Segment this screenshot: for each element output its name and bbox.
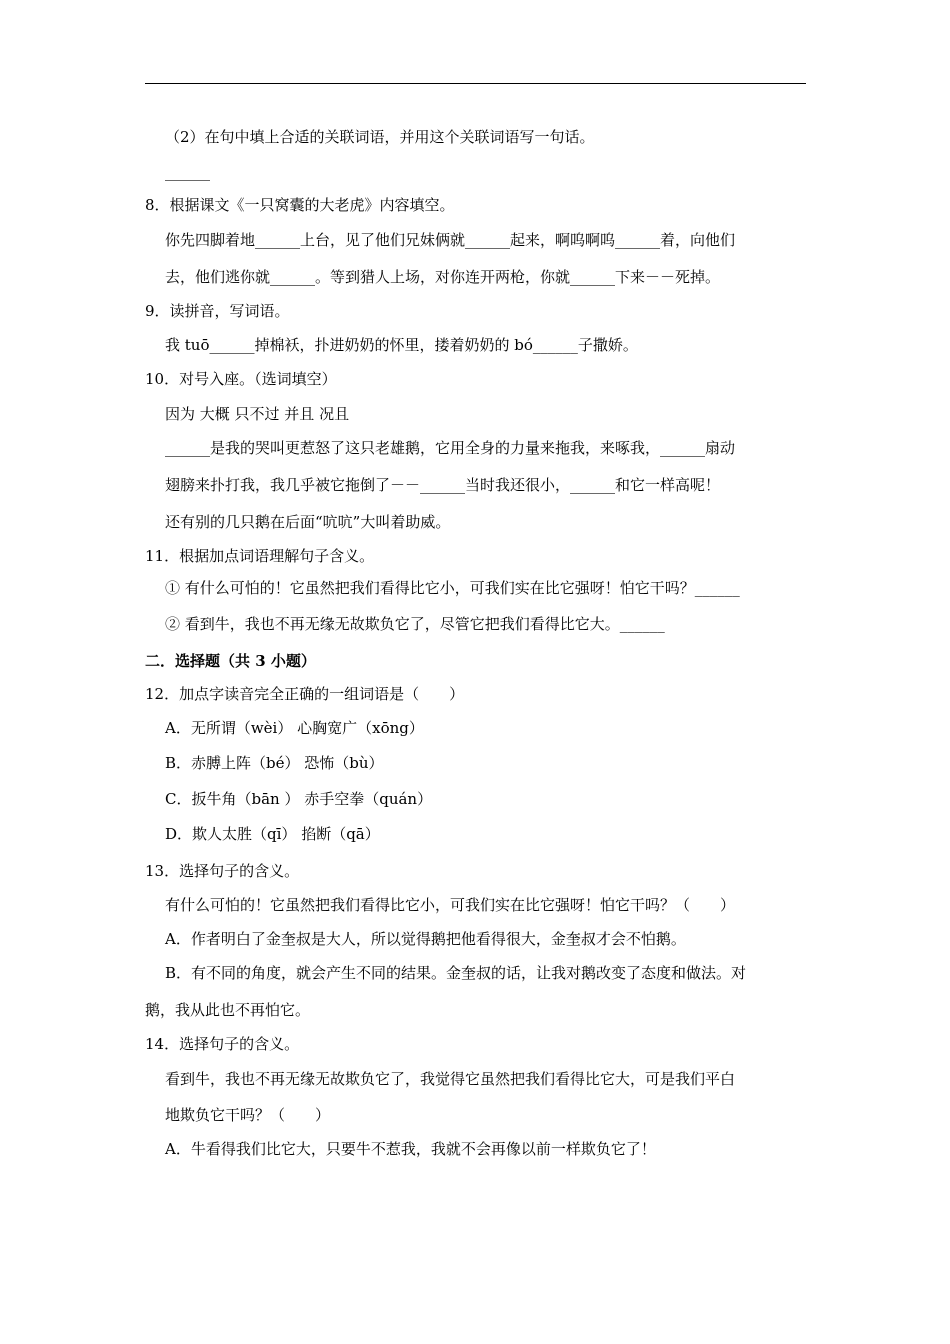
question-12-option-d: D．欺人太胜（qī） 掐断（qā） — [165, 825, 380, 843]
question-11-item-2: ② 看到牛，我也不再无缘无故欺负它了，尽管它把我们看得比它大。______ — [165, 615, 665, 633]
question-10-text-line-1: ______是我的哭叫更惹怒了这只老雄鹅，它用全身的力量来拖我，来啄我，______扇动 — [165, 439, 736, 457]
question-13-option-b-line-2: 鹅，我从此也不再怕它。 — [145, 1001, 311, 1019]
question-14-option-a: A．牛看得我们比它大，只要牛不惹我，我就不会再像以前一样欺负它了！ — [165, 1140, 656, 1158]
question-11-item-1: ① 有什么可怕的！它虽然把我们看得比它小，可我们实在比它强呀！怕它干吗？______ — [165, 579, 740, 597]
question-9-title: 9．读拼音，写词语。 — [145, 302, 290, 320]
question-10-word-bank: 因为 大概 只不过 并且 况且 — [165, 405, 350, 423]
question-13-title: 13．选择句子的含义。 — [145, 862, 300, 880]
question-13-option-a: A．作者明白了金奎叔是大人，所以觉得鹅把他看得很大，金奎叔才会不怕鹅。 — [165, 930, 686, 948]
question-10-text-line-2: 翅膀来扑打我，我几乎被它拖倒了－－______当时我还很小，______和它一样高呢！ — [165, 476, 721, 494]
question-7-part-2: （2）在句中填上合适的关联词语，并用这个关联词语写一句话。 — [165, 128, 595, 146]
header-rule — [145, 83, 806, 84]
question-8-text-line-1: 你先四脚着地______上台，见了他们兄妹俩就______起来，啊呜啊呜______着，向他们 — [165, 231, 736, 249]
answer-blank: ______ — [165, 163, 210, 181]
question-13-sentence: 有什么可怕的！它虽然把我们看得比它小，可我们实在比它强呀！怕它干吗？（ ） — [165, 896, 736, 914]
question-9-text: 我 tuō______掉棉袄，扑进奶奶的怀里，搂着奶奶的 bó______子撒娇。 — [165, 336, 638, 354]
question-10-title: 10．对号入座。（选词填空） — [145, 370, 337, 388]
section-heading: 二．选择题（共 3 小题） — [145, 652, 316, 670]
question-8-title: 8．根据课文《一只窝囊的大老虎》内容填空。 — [145, 196, 455, 214]
question-12-title: 12．加点字读音完全正确的一组词语是（ ） — [145, 685, 465, 703]
question-14-title: 14．选择句子的含义。 — [145, 1035, 300, 1053]
question-10-text-line-3: 还有别的几只鹅在后面“吭吭”大叫着助威。 — [165, 513, 451, 531]
question-13-option-b-line-1: B．有不同的角度，就会产生不同的结果。金奎叔的话，让我对鹅改变了态度和做法。对 — [165, 964, 747, 982]
question-12-option-b: B．赤膊上阵（bé） 恐怖（bù） — [165, 754, 384, 772]
question-14-sentence-line-2: 地欺负它干吗？（ ） — [165, 1106, 331, 1124]
question-12-option-c: C．扳牛角（bān ） 赤手空拳（quán） — [165, 790, 433, 808]
question-14-sentence-line-1: 看到牛，我也不再无缘无故欺负它了，我觉得它虽然把我们看得比它大，可是我们平白 — [165, 1070, 736, 1088]
question-12-option-a: A．无所谓（wèi） 心胸宽广（xōng） — [165, 719, 424, 737]
question-11-title: 11．根据加点词语理解句子含义。 — [145, 547, 375, 565]
question-8-text-line-2: 去，他们逃你就______。等到猎人上场，对你连开两枪，你就______下来－－死掉。 — [165, 268, 721, 286]
